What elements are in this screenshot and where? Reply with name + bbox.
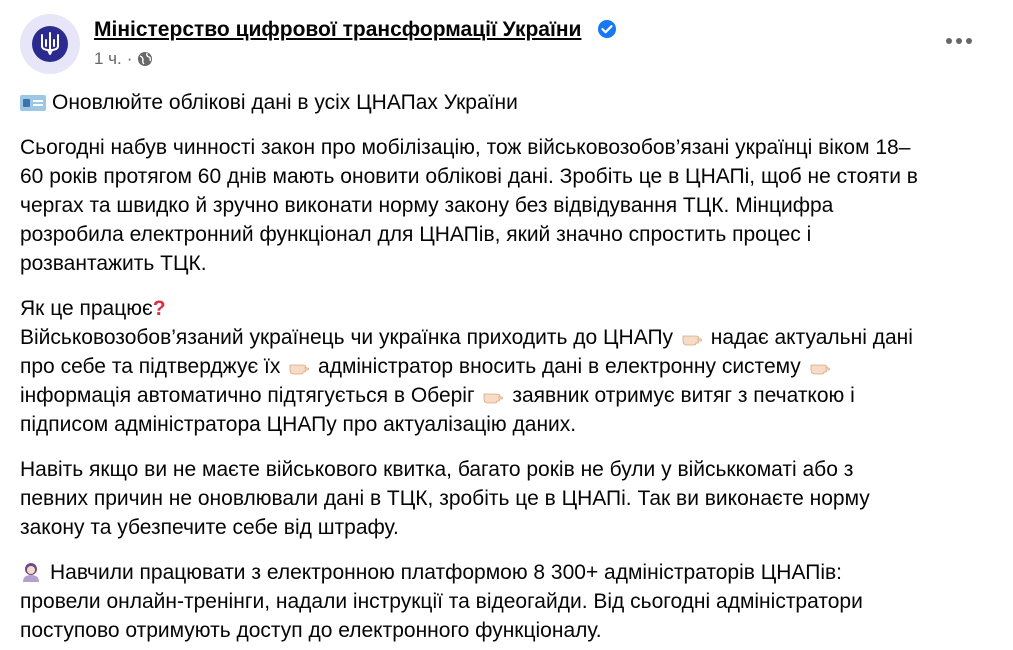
p4-text: Навчили працювати з електронною платформою 8 300+ адміністраторів ЦНАПів:	[50, 561, 842, 584]
woman-tipping-hand-icon	[20, 561, 42, 583]
pointing-finger-icon	[809, 358, 831, 376]
post-title-line	[20, 88, 992, 117]
p2-line	[20, 381, 992, 410]
p3-line: певних причин не оновлювали дані в ТЦК, зробіть це в ЦНАПі. Так ви виконаєте норму	[20, 487, 870, 510]
p2-text: адміністратор вносить дані в електронну систему	[312, 355, 801, 378]
globe-icon[interactable]	[137, 51, 153, 67]
pointing-finger-icon	[681, 329, 703, 347]
post-meta	[94, 49, 153, 69]
meta-separator: ·	[126, 49, 133, 68]
p2-text: надає актуальні дані	[704, 326, 913, 349]
pointing-finger-icon	[482, 387, 504, 405]
dot	[956, 38, 962, 44]
p4-line: поступово отримують доступ до електронного функціоналу.	[20, 619, 602, 642]
post-title: Оновлюйте облікові дані в усіх ЦНАПах України	[52, 91, 518, 114]
dot	[966, 38, 972, 44]
p2-title-line	[20, 294, 992, 323]
pointing-finger-icon	[288, 358, 310, 376]
page-avatar[interactable]	[20, 14, 80, 74]
p3-line: закону та убезпечите себе від штрафу.	[20, 516, 399, 539]
post-header	[20, 14, 993, 74]
page-name-link[interactable]: Міністерство цифрової трансформації України	[94, 18, 582, 41]
id-card-icon	[20, 95, 46, 111]
dot	[946, 38, 952, 44]
more-options-button[interactable]	[939, 26, 979, 56]
p4-line	[20, 558, 992, 587]
p2-text: інформація автоматично підтягується в Оберіг	[20, 384, 475, 407]
p2-text: про себе та підтверджує їх	[20, 355, 281, 378]
p2-line: підписом адміністратора ЦНАПу про актуалізацію даних.	[20, 413, 577, 436]
verified-badge-icon	[597, 19, 617, 39]
p2-text: Військовозобов’язаний українець чи українка приходить до ЦНАПу	[20, 326, 674, 349]
p1-line: розробила електронний функціонал для ЦНАПів, який значно спростить процес і	[20, 223, 812, 246]
p2-line	[20, 323, 992, 352]
red-question-mark-icon: ?	[152, 297, 166, 320]
p3-line: Навіть якщо ви не маєте військового квитка, багато років не були у військкоматі або з	[20, 458, 854, 481]
p1-line: чергах та швидко й зручно виконати норму закону без відвідування ТЦК. Мінцифра	[20, 194, 834, 217]
p2-title: Як це працює	[20, 297, 153, 320]
p4-line: провели онлайн-тренінги, надали інструкції та відеогайди. Від сьогодні адміністратори	[20, 590, 863, 613]
p2-text: заявник отримує витяг з печаткою і	[506, 384, 855, 407]
post-body	[20, 88, 992, 645]
p1-line: розвантажить ТЦК.	[20, 252, 207, 275]
trident-logo-icon	[32, 26, 68, 62]
p2-line	[20, 352, 992, 381]
post-time[interactable]: 1 ч.	[94, 49, 122, 68]
p1-line: 60 років протягом 60 днів мають оновити облікові дані. Зробіть це в ЦНАПі, щоб не стояти в	[20, 165, 918, 188]
p1-line: Сьогодні набув чинності закон про мобілізацію, тож військовозобов’язані українці віком 18–	[20, 136, 911, 159]
